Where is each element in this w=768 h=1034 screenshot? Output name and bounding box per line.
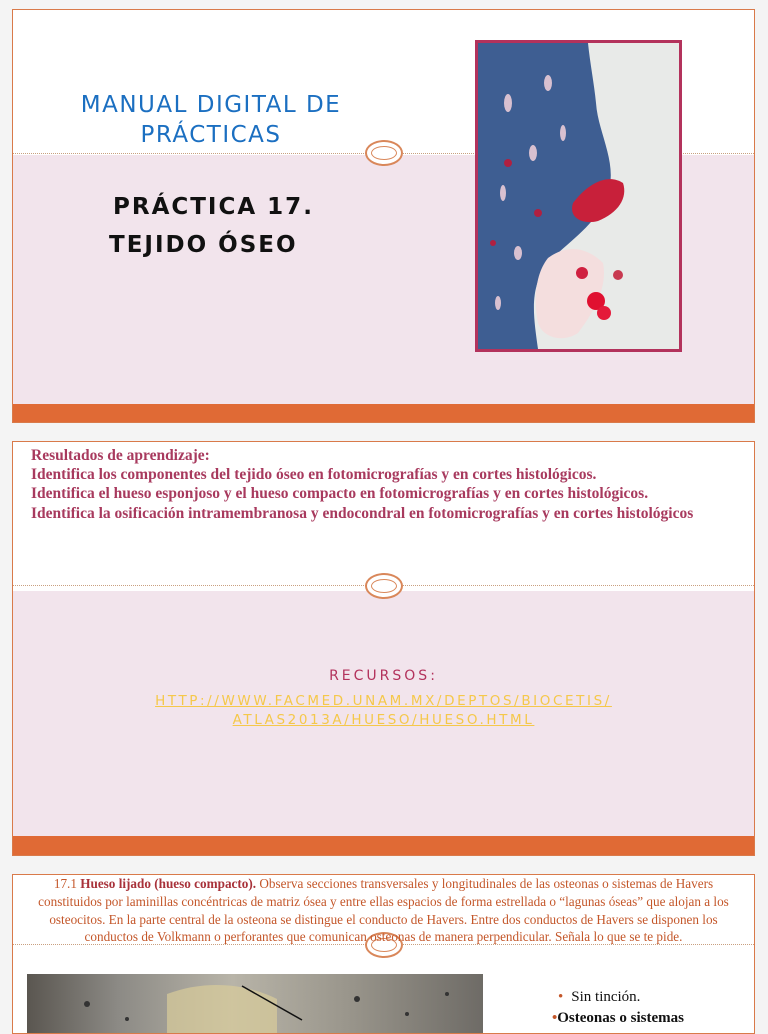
orange-footer-bar [13,836,754,856]
resources-link-line2[interactable]: ATLAS2013A/HUESO/HUESO.HTML [232,712,535,728]
slide-exercise-17-1 [12,874,755,1034]
outcome-item: Identifica los componentes del tejido óseo en fotomicrografías y en cortes histológicos. [31,466,597,484]
resources-link[interactable] [13,692,754,730]
learning-outcomes [31,446,731,523]
outcomes-heading: Resultados de aprendizaje: [31,447,210,464]
outcome-item: Identifica la osificación intramembranosa y endocondral en fotomicrografías y en cortes histológicos [31,504,694,522]
practice-topic: TEJIDO ÓSEO [109,232,298,258]
bullet-item: • Sin tinción. [558,989,641,1005]
resources-label: RECURSOS: [329,668,438,684]
exercise-number: 17.1 [53,876,77,891]
outcome-item: Identifica el hueso esponjoso y el hueso compacto en fotomicrografías y en cortes histológicos. [31,485,649,503]
compact-bone-micrograph-icon [27,974,483,1034]
bullet-icon: • [552,1010,558,1026]
slide-title [12,9,755,423]
exercise-paragraph: Observa secciones transversales y longitudinales de las osteonas o sistemas de Havers constituidos por laminillas concéntricas de matriz ósea y entre ellas espacios de forma estrellada o “lagunas óseas” que alojan a los osteocitos. En la parte central de la osteona se distingue el conducto de Havers. Entre dos conductos de Havers se disponen los conductos de Volkmann o perforantes que comunican osteonas de manera perpendicular. Señala lo que se te pide. [38,876,729,945]
bullet-item: •Osteonas o sistemas [552,1010,684,1026]
slide-learning-outcomes [12,441,755,856]
exercise-title: Hueso lijado (hueso compacto). [80,876,257,891]
manual-title: MANUAL DIGITAL DE PRÁCTICAS [80,92,342,148]
bone-histology-image [475,40,682,352]
exercise-description [27,875,740,946]
orange-footer-bar [13,404,754,423]
resources-link-line1[interactable]: HTTP://WWW.FACMED.UNAM.MX/DEPTOS/BIOCETIS/ [155,693,612,709]
compact-bone-image [27,974,483,1034]
bullet-icon: • [558,989,564,1005]
practice-title [109,188,314,264]
exercise-bullets [552,987,684,1029]
histology-micrograph-icon [478,43,679,349]
practice-number: PRÁCTICA 17. [113,194,314,220]
ornament-divider-icon [365,573,403,599]
